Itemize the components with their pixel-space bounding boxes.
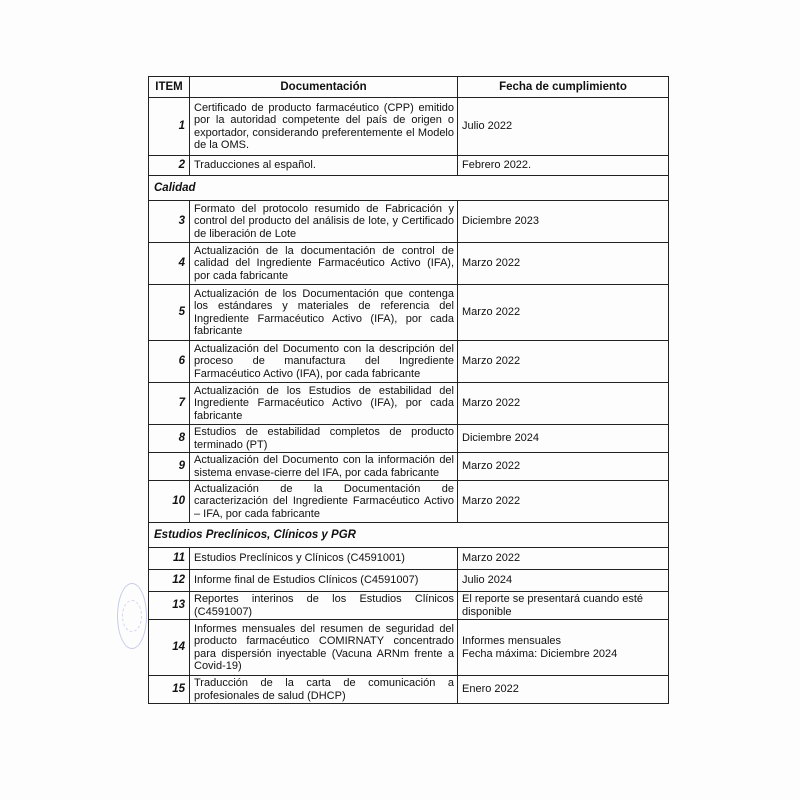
row-due-date: Marzo 2022 [458, 481, 669, 523]
table-row [149, 592, 669, 620]
row-documentation: Traducción de la carta de comunicación a profesionales de salud (DHCP) [190, 676, 458, 704]
row-due-date: Marzo 2022 [458, 453, 669, 481]
row-due-date: Julio 2024 [458, 570, 669, 592]
table-row [149, 383, 669, 425]
row-due-date: Diciembre 2024 [458, 425, 669, 453]
table-row [149, 620, 669, 676]
row-documentation: Informe final de Estudios Clínicos (C4591007) [190, 570, 458, 592]
table-row [149, 570, 669, 592]
table-row [149, 285, 669, 341]
header-fecha: Fecha de cumplimiento [458, 77, 669, 98]
row-item-number: 14 [149, 620, 190, 676]
row-documentation: Informes mensuales del resumen de seguridad del producto farmacéutico COMIRNATY concentrado para dispersión inyectable (Vacuna ARNm frente a Covid-19) [190, 620, 458, 676]
header-documentacion: Documentación [190, 77, 458, 98]
row-due-date: Diciembre 2023 [458, 201, 669, 243]
row-item-number: 6 [149, 341, 190, 383]
row-item-number: 3 [149, 201, 190, 243]
table-row [149, 548, 669, 570]
row-documentation: Reportes interinos de los Estudios Clínicos (C4591007) [190, 592, 458, 620]
row-item-number: 13 [149, 592, 190, 620]
table-row [149, 453, 669, 481]
row-due-date-line1: Informes mensuales [462, 635, 562, 647]
header-row [149, 77, 669, 98]
table-row [149, 201, 669, 243]
row-item-number: 9 [149, 453, 190, 481]
header-item: ITEM [149, 77, 190, 98]
row-due-date: Marzo 2022 [458, 243, 669, 285]
row-documentation: Actualización del Documento con la información del sistema envase-cierre del IFA, por cada fabricante [190, 453, 458, 481]
row-documentation: Estudios Preclínicos y Clínicos (C4591001) [190, 548, 458, 570]
row-item-number: 5 [149, 285, 190, 341]
section-title-estudios: Estudios Preclínicos, Clínicos y PGR [149, 523, 669, 548]
row-item-number: 12 [149, 570, 190, 592]
faint-stamp-inner [122, 600, 142, 632]
row-item-number: 10 [149, 481, 190, 523]
row-item-number: 15 [149, 676, 190, 704]
row-item-number: 8 [149, 425, 190, 453]
row-due-date: Enero 2022 [458, 676, 669, 704]
row-item-number: 7 [149, 383, 190, 425]
row-documentation: Actualización de los Documentación que contenga los estándares y materiales de referencia del Ingrediente Farmacéutico Activo (IFA), por cada fabricante [190, 285, 458, 341]
row-documentation: Actualización de los Estudios de estabilidad del Ingrediente Farmacéutico Activo (IFA), por cada fabricante [190, 383, 458, 425]
row-documentation: Formato del protocolo resumido de Fabricación y control del producto del análisis de lote, y Certificado de liberación de Lote [190, 201, 458, 243]
row-documentation: Actualización del Documento con la descripción del proceso de manufactura del Ingrediente Farmacéutico Activo (IFA), por cada fabricante [190, 341, 458, 383]
section-row-calidad [149, 176, 669, 201]
table-row [149, 425, 669, 453]
row-documentation: Actualización de la Documentación de caracterización del Ingrediente Farmacéutico Activo – IFA, por cada fabricante [190, 481, 458, 523]
table-row [149, 676, 669, 704]
row-item-number: 1 [149, 98, 190, 156]
compliance-table [148, 76, 669, 704]
row-item-number: 4 [149, 243, 190, 285]
row-due-date: Julio 2022 [458, 98, 669, 156]
table-row [149, 481, 669, 523]
row-item-number: 2 [149, 156, 190, 176]
row-documentation: Estudios de estabilidad completos de producto terminado (PT) [190, 425, 458, 453]
table-row [149, 98, 669, 156]
section-row-estudios [149, 523, 669, 548]
table-row [149, 341, 669, 383]
row-due-date-line2: Fecha máxima: Diciembre 2024 [462, 647, 618, 660]
table-row [149, 156, 669, 176]
table-row [149, 243, 669, 285]
row-due-date: Febrero 2022. [458, 156, 669, 176]
section-title-calidad: Calidad [149, 176, 669, 201]
row-item-number: 11 [149, 548, 190, 570]
row-documentation: Traducciones al español. [190, 156, 458, 176]
row-due-date: Marzo 2022 [458, 285, 669, 341]
row-due-date-cell [458, 620, 669, 676]
row-due-date: Marzo 2022 [458, 341, 669, 383]
row-due-date: Marzo 2022 [458, 383, 669, 425]
row-due-date: Marzo 2022 [458, 548, 669, 570]
row-documentation: Certificado de producto farmacéutico (CPP) emitido por la autoridad competente del país de origen o exportador, considerando preferentemente el Modelo de la OMS. [190, 98, 458, 156]
row-documentation: Actualización de la documentación de control de calidad del Ingrediente Farmacéutico Activo (IFA), por cada fabricante [190, 243, 458, 285]
row-due-date: El reporte se presentará cuando esté disponible [458, 592, 669, 620]
